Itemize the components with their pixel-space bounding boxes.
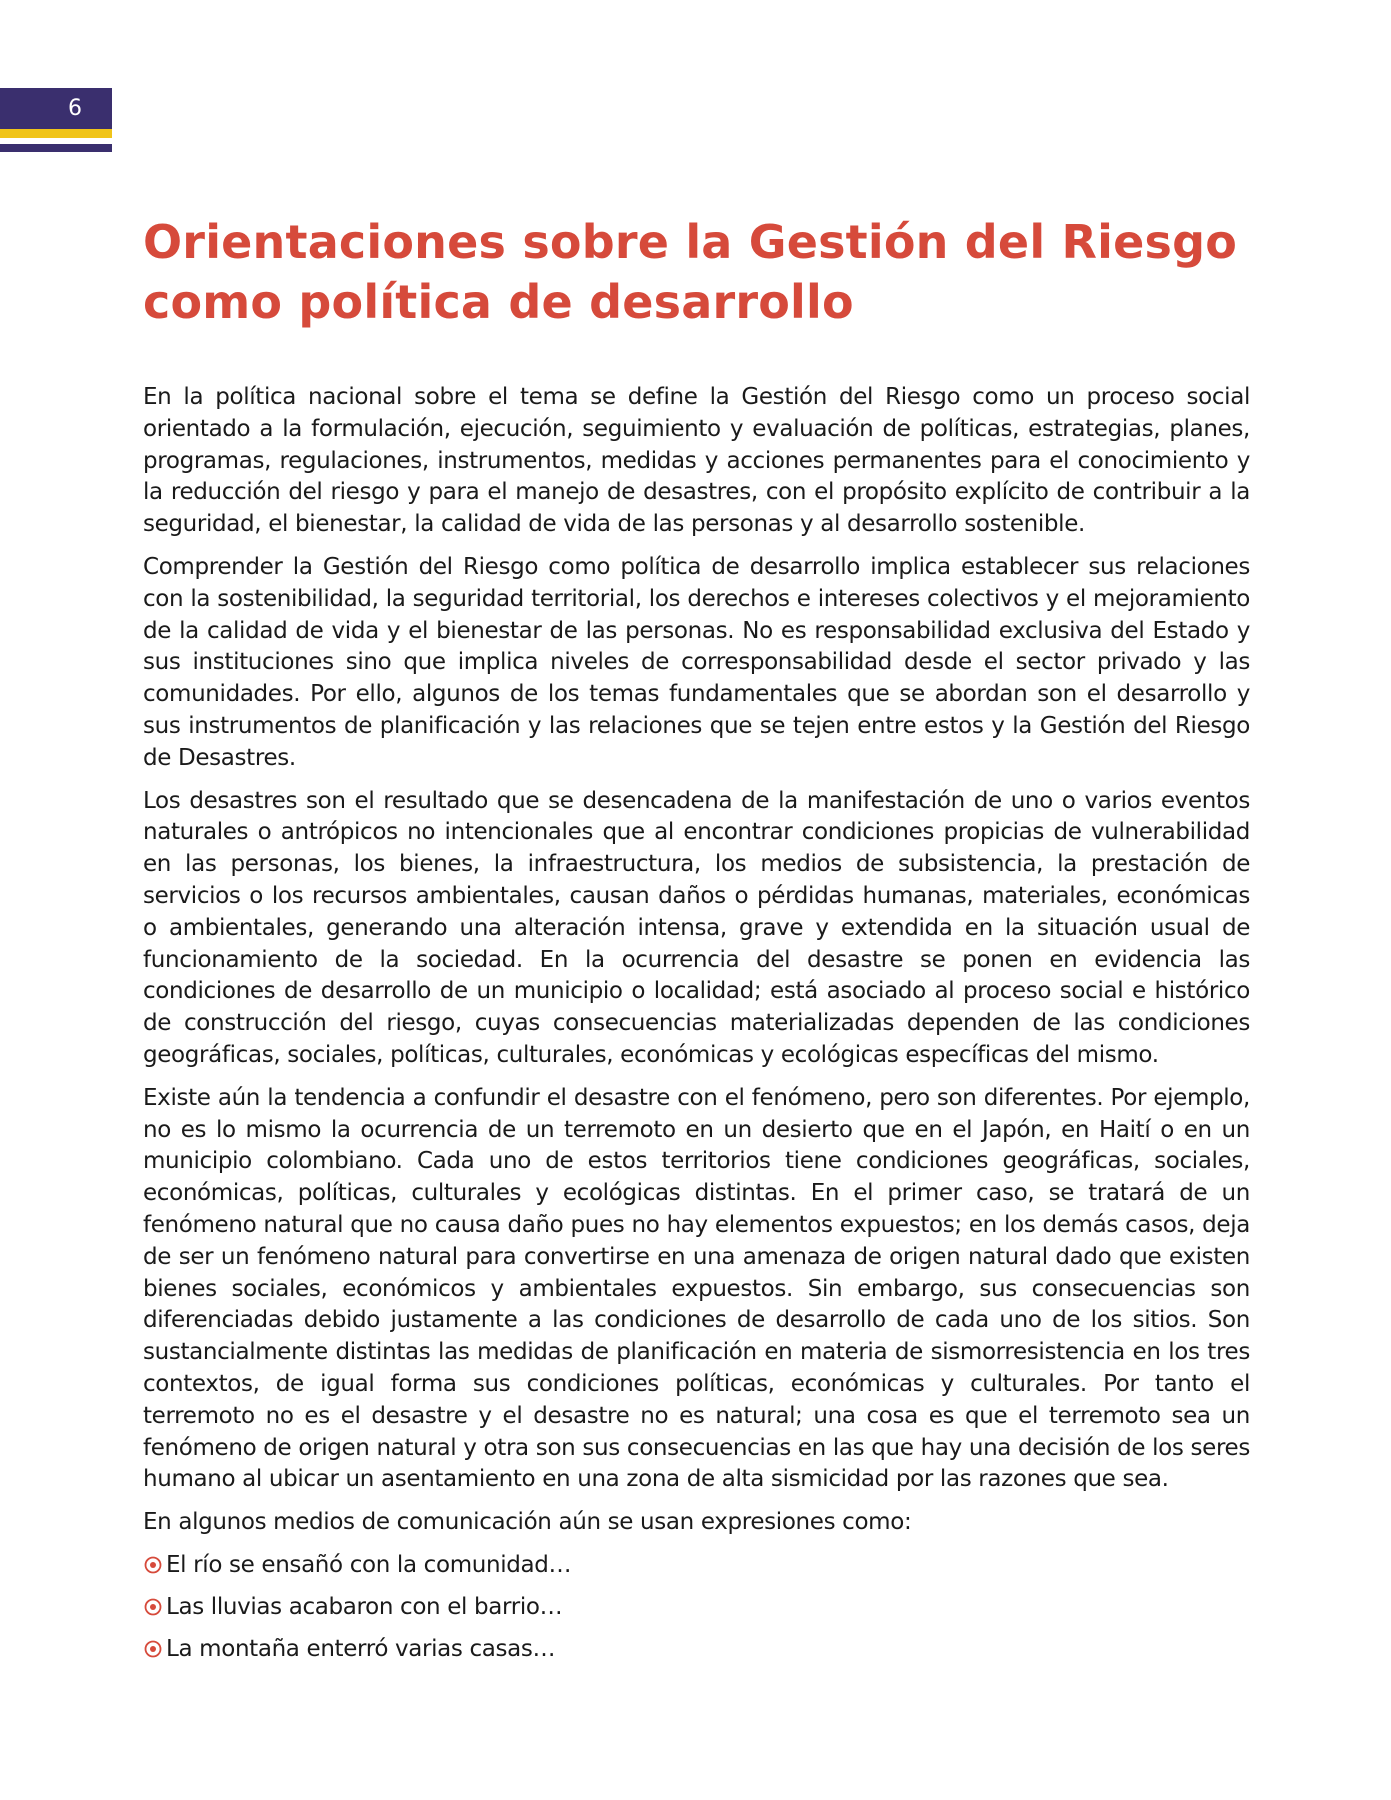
target-bullet-icon	[143, 1597, 163, 1617]
target-bullet-icon	[143, 1555, 163, 1575]
tab-stripe-purple	[0, 144, 112, 152]
paragraph-media-expressions: En algunos medios de comunicación aún se usan expresiones como:	[143, 1509, 912, 1536]
page-number: 6	[0, 88, 112, 129]
page-title-line-1: Orientaciones sobre la Gestión del Riesgo	[143, 215, 1238, 269]
list-item	[143, 1591, 1250, 1623]
paragraph-disasters: Los desastres son el resultado que se desencadena de la manifestación de uno o varios eventos naturales o antrópicos no intencionales que al encontrar condiciones propicias de vulnerabilidad en las personas, los bienes, la infraestructura, los medios de subsistencia, la prestación de servicios o los recursos ambientales, causan daños o pérdidas humanas, materiales, económicas o ambientales, generando una alteración intensa, grave y extendida en la situación usual de funcionamiento de la sociedad. En la ocurrencia del desastre se ponen en evidencia las condiciones de desarrollo de un municipio o localidad; está asociado al proceso social e histórico de construcción del riesgo, cuyas consecuencias materializadas dependen de las condiciones geográficas, sociales, políticas, culturales, económicas y ecológicas específicas del mismo.	[143, 787, 1250, 1068]
paragraph-development-policy: Comprender la Gestión del Riesgo como política de desarrollo implica establecer sus relaciones con la sostenibilidad, la seguridad territorial, los derechos e intereses colectivos y el mejoramiento de la calidad de vida y el bienestar de las personas. No es responsabilidad exclusiva del Estado y sus instituciones sino que implica niveles de corresponsabilidad desde el sector privado y las comunidades. Por ello, algunos de los temas fundamentales que se abordan son el desarrollo y sus instrumentos de planificación y las relaciones que se tejen entre estos y la Gestión del Riesgo de Desastres.	[143, 553, 1250, 771]
expressions-list	[143, 1549, 1250, 1665]
tab-stripe-yellow	[0, 129, 112, 138]
page-title	[143, 212, 1263, 332]
body-content	[143, 382, 1250, 1675]
list-item	[143, 1633, 1250, 1665]
paragraph-phenomenon-vs-disaster: Existe aún la tendencia a confundir el desastre con el fenómeno, pero son diferentes. Por ejemplo, no es lo mismo la ocurrencia de un terremoto en un desierto que en el Japón, en Haití o en un municipio colombiano. Cada uno de estos territorios tiene condiciones geográficas, sociales, económicas, políticas, culturales y ecológicas distintas. En el primer caso, se tratará de un fenómeno natural que no causa daño pues no hay elementos expuestos; en los demás casos, deja de ser un fenómeno natural para convertirse en una amenaza de origen natural dado que existen bienes sociales, económicos y ambientales expuestos. Sin embargo, sus consecuencias son diferenciadas debido justamente a las condiciones de desarrollo de cada uno de los sitios. Son sustancialmente distintas las medidas de planificación en materia de sismorresistencia en los tres contextos, de igual forma sus condiciones políticas, económicas y culturales. Por tanto el terremoto no es el desastre y el desastre no es natural; una cosa es que el terremoto sea un fenómeno de origen natural y otra son sus consecuencias en las que hay una decisión de los seres humano al ubicar un asentamiento en una zona de alta sismicidad por las razones que sea.	[143, 1084, 1250, 1493]
page-title-line-2: como política de desarrollo	[143, 275, 854, 329]
page-number-tab	[0, 88, 112, 152]
target-bullet-icon	[143, 1639, 163, 1659]
list-item-text: Las lluvias acabaron con el barrio…	[166, 1593, 563, 1620]
list-item	[143, 1549, 1250, 1581]
list-item-text: La montaña enterró varias casas…	[166, 1635, 556, 1662]
list-item-text: El río se ensañó con la comunidad…	[166, 1551, 572, 1578]
paragraph-definition: En la política nacional sobre el tema se define la Gestión del Riesgo como un proceso social orientado a la formulación, ejecución, seguimiento y evaluación de políticas, estrategias, planes, programas, regulaciones, instrumentos, medidas y acciones permanentes para el conocimiento y la reducción del riesgo y para el manejo de desastres, con el propósito explícito de contribuir a la seguridad, el bienestar, la calidad de vida de las personas y al desarrollo sostenible.	[143, 384, 1250, 538]
